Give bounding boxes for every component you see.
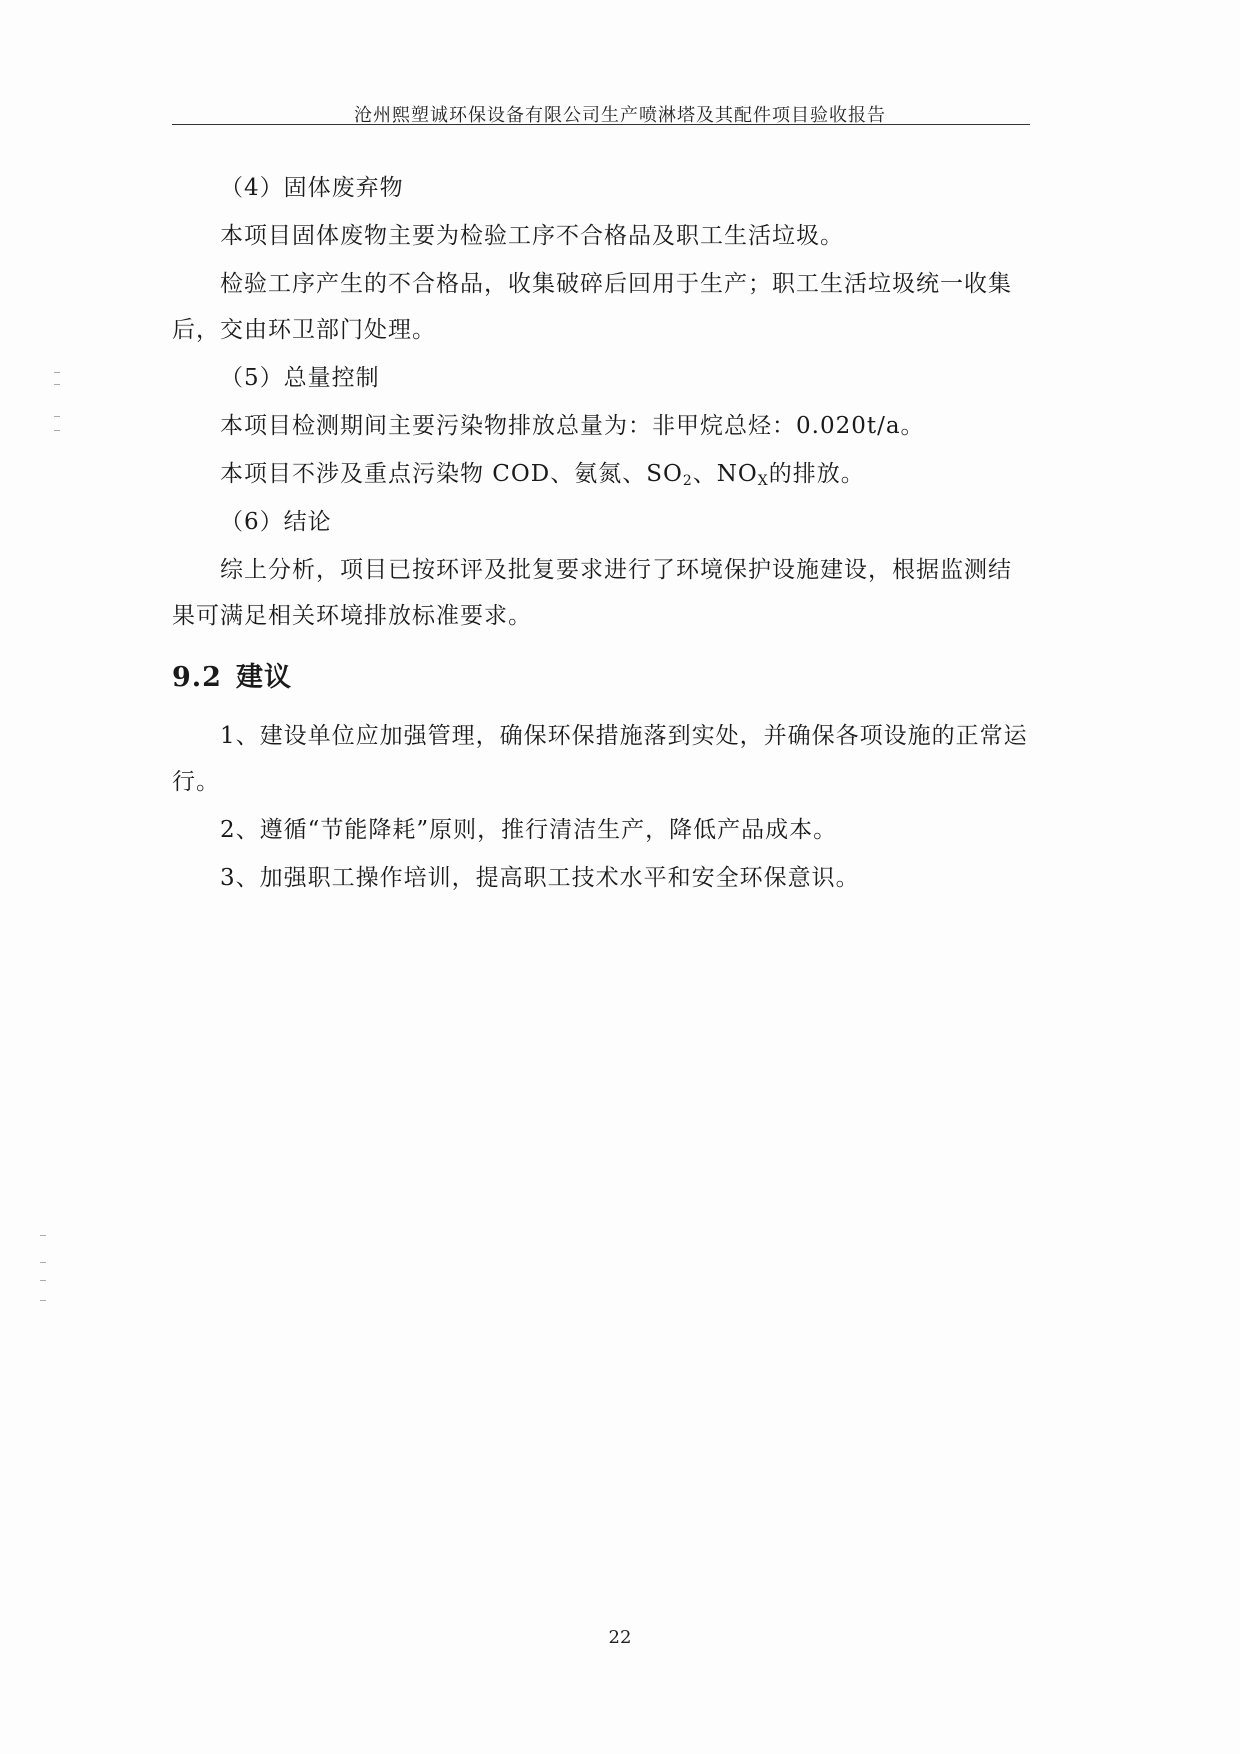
paragraph: 综上分析，项目已按环评及批复要求进行了环境保护设施建设，根据监测结果可满足相关环境排放标准要求。 — [172, 557, 1012, 629]
scan-artifact — [40, 1235, 46, 1236]
recommendation-item: 3、加强职工操作培训，提高职工技术水平和安全环保意识。 — [220, 865, 860, 891]
scan-artifact — [54, 372, 60, 373]
pollutant-paragraph — [172, 451, 1032, 497]
header-rule — [172, 124, 1030, 125]
paragraph: 检验工序产生的不合格品，收集破碎后回用于生产；职工生活垃圾统一收集后，交由环卫部门处理。 — [172, 271, 1012, 343]
paragraph: 本项目固体废物主要为检验工序不合格品及职工生活垃圾。 — [220, 223, 844, 249]
so2-subscript: 2 — [682, 473, 693, 489]
section-number: 9.2 — [172, 662, 222, 693]
recommendation-item: 1、建设单位应加强管理，确保环保措施落到实处，并确保各项设施的正常运行。 — [172, 723, 1028, 795]
pollutant-prefix: 本项目不涉及重点污染物 COD、氨氮、SO — [220, 461, 683, 487]
pollutant-middle: 、NO — [692, 461, 758, 487]
body-content — [172, 165, 1032, 903]
scan-artifact — [54, 416, 60, 417]
running-header: 沧州熙塑诚环保设备有限公司生产喷淋塔及其配件项目验收报告 — [354, 105, 886, 126]
section-title: 建议 — [235, 662, 292, 693]
scan-artifact — [54, 430, 60, 431]
subheading-solid-waste: （4）固体废弃物 — [220, 175, 404, 201]
subheading-total-control: （5）总量控制 — [220, 365, 380, 391]
page-number: 22 — [608, 1627, 632, 1648]
paragraph: 本项目检测期间主要污染物排放总量为：非甲烷总烃：0.020t/a。 — [220, 413, 925, 439]
scan-artifact — [40, 1280, 46, 1281]
recommendation-item: 2、遵循“节能降耗”原则，推行清洁生产，降低产品成本。 — [220, 817, 838, 843]
pollutant-suffix: 的排放。 — [768, 461, 865, 487]
section-heading — [172, 655, 1032, 701]
subheading-conclusion: （6）结论 — [220, 509, 332, 535]
scan-artifact — [40, 1262, 46, 1263]
scan-artifact — [40, 1300, 46, 1301]
nox-subscript: X — [757, 473, 769, 489]
scan-artifact — [54, 384, 60, 385]
